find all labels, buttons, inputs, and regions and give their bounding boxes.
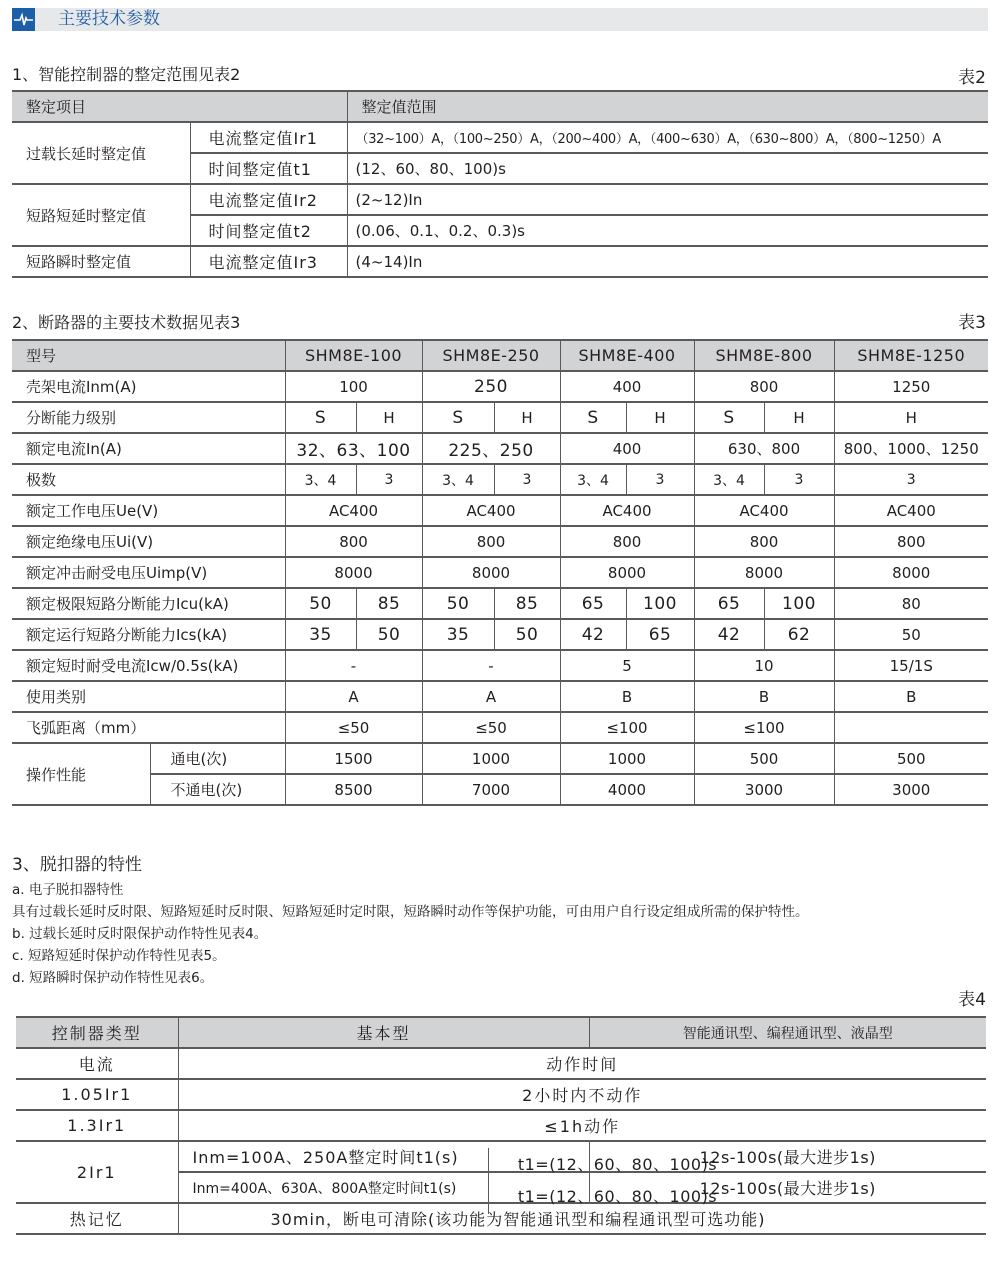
table-row: [12, 402, 988, 433]
header-smart: 智能通讯型、编程通讯型、液晶型: [589, 1017, 986, 1048]
cell: 8500: [285, 774, 422, 805]
sub-item: 电流整定值Ir3: [190, 246, 347, 277]
sub-item: 时间整定值t2: [190, 215, 347, 246]
table-row: [12, 433, 988, 464]
row-label: 额定极限短路分断能力Icu(kA): [12, 588, 285, 619]
cell: S: [422, 402, 494, 433]
cell: AC400: [285, 495, 422, 526]
paragraph-line: c. 短路短延时保护动作特性见表5。: [12, 948, 226, 964]
table-row: [12, 774, 988, 805]
cell: 400: [560, 433, 694, 464]
sub-label: 通电(次): [150, 743, 285, 774]
cell: 85: [494, 588, 560, 619]
sub-item: 电流整定值Ir2: [190, 184, 347, 215]
model-header: SHM8E-800: [694, 340, 834, 371]
header-model-label: 型号: [12, 340, 285, 371]
cell: ≤1h动作: [178, 1110, 986, 1141]
cell: 3、4: [285, 464, 356, 495]
cell: -: [285, 650, 422, 681]
table4-tag: 表4: [958, 990, 986, 1010]
paragraph-line: d. 短路瞬时保护动作特性见表6。: [12, 970, 214, 986]
cell: ≤100: [694, 712, 834, 743]
sub-label: 不通电(次): [150, 774, 285, 805]
cell: 1000: [560, 743, 694, 774]
group-name: 短路短延时整定值: [12, 184, 190, 246]
paragraph-line: b. 过载长延时反时限保护动作特性见表4。: [12, 926, 268, 942]
cell: 35: [285, 619, 356, 650]
cell: 7000: [422, 774, 560, 805]
cell: 3、4: [422, 464, 494, 495]
cell: 1000: [422, 743, 560, 774]
section3-title: 3、脱扣器的特性: [12, 855, 142, 875]
cell: 8000: [694, 557, 834, 588]
row-label: 极数: [12, 464, 285, 495]
header-controller-type: 控制器类型: [16, 1017, 178, 1048]
cell: 65: [560, 588, 626, 619]
cell: 2小时内不动作: [178, 1079, 986, 1110]
cell: 225、250: [422, 433, 560, 464]
cell: 800: [285, 526, 422, 557]
model-header: SHM8E-1250: [834, 340, 988, 371]
table-row: [12, 619, 988, 650]
cell: A: [285, 681, 422, 712]
table2-tag: 表2: [958, 68, 986, 88]
row-label: 电流: [16, 1048, 178, 1079]
cell: S: [560, 402, 626, 433]
cell: 400: [560, 371, 694, 402]
table-row: [12, 650, 988, 681]
cell: 500: [834, 743, 988, 774]
row-label: 额定短时耐受电流Icw/0.5s(kA): [12, 650, 285, 681]
model-header: SHM8E-100: [285, 340, 422, 371]
cell: 3000: [834, 774, 988, 805]
cell: 12s-100s(最大进步1s): [589, 1172, 986, 1203]
row-label: 飞弧距离（mm）: [12, 712, 285, 743]
cell: H: [494, 402, 560, 433]
cell: B: [834, 681, 988, 712]
cell: AC400: [694, 495, 834, 526]
cell: 3: [834, 464, 988, 495]
header-item: 整定项目: [12, 91, 347, 122]
cell: 4000: [560, 774, 694, 805]
cell: 3: [626, 464, 694, 495]
section-banner: [12, 8, 988, 31]
cell: A: [422, 681, 560, 712]
cell: 800、1000、1250: [834, 433, 988, 464]
cell: B: [694, 681, 834, 712]
breaker-data-table: [12, 339, 988, 806]
cell: 800: [834, 526, 988, 557]
cell: 8000: [834, 557, 988, 588]
cell: 3、4: [694, 464, 764, 495]
row-label: 额定工作电压Ue(V): [12, 495, 285, 526]
table3-tag: 表3: [958, 313, 986, 333]
section2-title: 2、断路器的主要技术数据见表3: [12, 313, 241, 332]
cell: 65: [694, 588, 764, 619]
header-range: 整定值范围: [347, 91, 988, 122]
basic-t1-value: t1=(12、60、80、100)s: [517, 1187, 718, 1206]
cell: 12s-100s(最大进步1s): [589, 1141, 986, 1172]
cell: 62: [764, 619, 834, 650]
cell: 3: [356, 464, 422, 495]
row-label: 1.05Ir1: [16, 1079, 178, 1110]
cell: 动作时间: [178, 1048, 986, 1079]
range-value: (2~12)In: [347, 184, 988, 215]
sub-item: 时间整定值t1: [190, 153, 347, 184]
cell: 50: [356, 619, 422, 650]
group-name: 短路瞬时整定值: [12, 246, 190, 277]
cell: 3: [764, 464, 834, 495]
model-header: SHM8E-250: [422, 340, 560, 371]
cell: H: [834, 402, 988, 433]
cell: 3000: [694, 774, 834, 805]
cell: H: [764, 402, 834, 433]
row-label: 1.3Ir1: [16, 1110, 178, 1141]
cell: 500: [694, 743, 834, 774]
cell: ≤100: [560, 712, 694, 743]
row-label: 分断能力级别: [12, 402, 285, 433]
group-name: 过载长延时整定值: [12, 122, 190, 184]
table-row: [16, 1048, 986, 1079]
cell: 35: [422, 619, 494, 650]
table-row: [12, 122, 988, 153]
cell: 8000: [560, 557, 694, 588]
cell: 8000: [422, 557, 560, 588]
table-row: [12, 712, 988, 743]
cell: 800: [694, 526, 834, 557]
cell: S: [694, 402, 764, 433]
cell: 3、4: [560, 464, 626, 495]
cell: 85: [356, 588, 422, 619]
table-row: [16, 1079, 986, 1110]
cell: 50: [834, 619, 988, 650]
cell: 1500: [285, 743, 422, 774]
cell: 65: [626, 619, 694, 650]
table-row: [16, 1110, 986, 1141]
banner-title: 主要技术参数: [58, 9, 160, 29]
table-row: [12, 184, 988, 215]
cell: 100: [626, 588, 694, 619]
cell: 50: [494, 619, 560, 650]
cell: 630、800: [694, 433, 834, 464]
cell: B: [560, 681, 694, 712]
row-label: 壳架电流Inm(A): [12, 371, 285, 402]
paragraph-line: a. 电子脱扣器特性: [12, 882, 124, 898]
range-value: (12、60、80、100)s: [347, 153, 988, 184]
cell: 5: [560, 650, 694, 681]
cell: 100: [764, 588, 834, 619]
row-label: 额定冲击耐受电压Uimp(V): [12, 557, 285, 588]
cell: 800: [422, 526, 560, 557]
sub-item: 电流整定值Ir1: [190, 122, 347, 153]
cell: AC400: [834, 495, 988, 526]
table-row: [12, 588, 988, 619]
cell: 80: [834, 588, 988, 619]
cell: AC400: [422, 495, 560, 526]
cell: ≤50: [285, 712, 422, 743]
model-header: SHM8E-400: [560, 340, 694, 371]
waveform-icon: [12, 8, 35, 31]
cell: ≤50: [422, 712, 560, 743]
range-value: （32~100）A，（100~250）A，（200~400）A，（400~630）A，（630~800）A，（800~1250）A: [347, 122, 988, 153]
cell: 1250: [834, 371, 988, 402]
range-value: (4~14)In: [347, 246, 988, 277]
cell: 50: [285, 588, 356, 619]
cell: -: [422, 650, 560, 681]
header-basic: 基本型: [178, 1017, 589, 1048]
condition-text: Inm=400A、630A、800A整定时间t1(s): [192, 1180, 457, 1197]
cell: 42: [560, 619, 626, 650]
cell: 250: [422, 371, 560, 402]
cell: 800: [560, 526, 694, 557]
cell: 100: [285, 371, 422, 402]
table-row: [12, 371, 988, 402]
row-label: 热记忆: [16, 1203, 178, 1234]
cell: 30min，断电可清除(该功能为智能通讯型和编程通讯型可选功能): [178, 1203, 986, 1234]
cell: 15/1S: [834, 650, 988, 681]
table-row: [12, 743, 988, 774]
table-row: [12, 526, 988, 557]
section1-title: 1、智能控制器的整定范围见表2: [12, 65, 241, 84]
row-label: 额定绝缘电压Ui(V): [12, 526, 285, 557]
paragraph-line: 具有过载长延时反时限、短路短延时反时限、短路短延时定时限，短路瞬时动作等保护功能，可由用户自行设定组成所需的保护特性。: [12, 904, 809, 920]
cell: 800: [694, 371, 834, 402]
condition-text: Inm=100A、250A整定时间t1(s): [192, 1148, 459, 1167]
row-label: 额定电流In(A): [12, 433, 285, 464]
table-row: [12, 681, 988, 712]
cell: 3: [494, 464, 560, 495]
row-label: 使用类别: [12, 681, 285, 712]
cell: H: [626, 402, 694, 433]
cell: 32、63、100: [285, 433, 422, 464]
row-label: 操作性能: [12, 743, 150, 805]
cell: 10: [694, 650, 834, 681]
row-label: 2Ir1: [16, 1141, 178, 1203]
basic-t1-value: t1=(12、60、80、100)s: [517, 1155, 718, 1174]
cell: AC400: [560, 495, 694, 526]
table-row: [12, 495, 988, 526]
row-label: 额定运行短路分断能力Ics(kA): [12, 619, 285, 650]
cell: 42: [694, 619, 764, 650]
cell: 8000: [285, 557, 422, 588]
cell: [834, 712, 988, 743]
settings-range-table: [12, 90, 988, 278]
cell: H: [356, 402, 422, 433]
table-row: [12, 464, 988, 495]
table-row: [12, 246, 988, 277]
cell: 50: [422, 588, 494, 619]
table-row: [12, 557, 988, 588]
range-value: (0.06、0.1、0.2、0.3)s: [347, 215, 988, 246]
cell: S: [285, 402, 356, 433]
